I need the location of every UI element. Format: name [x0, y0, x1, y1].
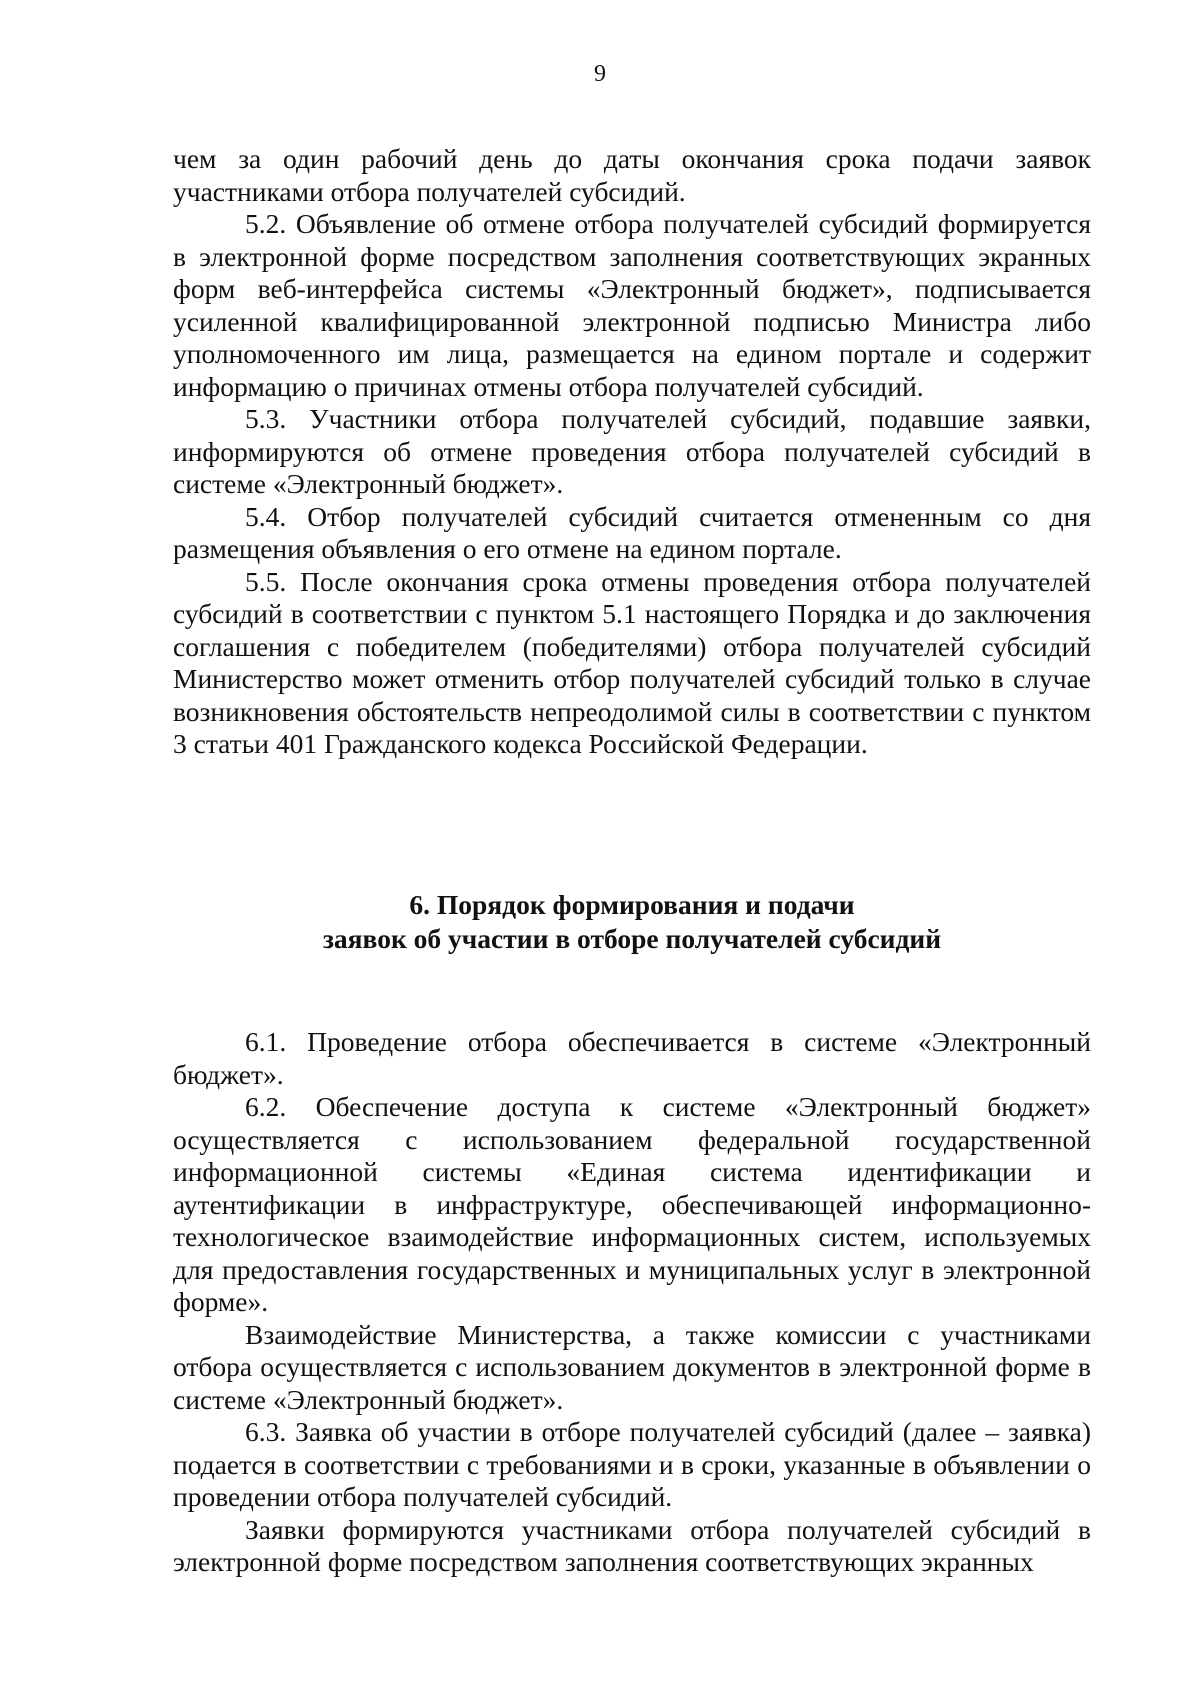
body-text-bottom	[173, 1026, 1091, 1579]
section-heading-line-2: заявок об участии в отборе получателей субсидий	[322, 923, 942, 954]
paragraph-6-1: 6.1. Проведение отбора обеспечивается в системе «Электронный бюджет».	[173, 1026, 1091, 1090]
section-heading-line-1: 6. Порядок формирования и подачи	[409, 889, 855, 920]
page-number: 9	[594, 61, 606, 87]
body-text-top	[173, 143, 1091, 761]
paragraph-5-3: 5.3. Участники отбора получателей субсидий, подавшие заявки, информируются об отмене проведения отбора получателей субсидий в системе «Электронный бюджет».	[173, 403, 1091, 499]
paragraph-6-3: 6.3. Заявка об участии в отборе получателей субсидий (далее – заявка) подается в соответствии с требованиями и в сроки, указанные в объявлении о проведении отбора получателей субсидий.	[173, 1416, 1091, 1512]
paragraph-applications: Заявки формируются участниками отбора получателей субсидий в электронной форме посредством заполнения соответствующих экранных	[173, 1513, 1091, 1577]
section-heading	[173, 888, 1091, 956]
paragraph-5-2: 5.2. Объявление об отмене отбора получателей субсидий формируется в электронной форме посредством заполнения соответствующих экранных форм веб-интерфейса системы «Электронный бюджет», подписывается усиленной квалифицированной электронной подписью Министра либо уполномоченного им лица, размещается на едином портале и содержит информацию о причинах отмены отбора получателей субсидий.	[173, 208, 1091, 402]
paragraph: чем за один рабочий день до даты окончания срока подачи заявок участниками отбора получателей субсидий.	[173, 143, 1091, 207]
paragraph-interaction: Взаимодействие Министерства, а также комиссии с участниками отбора осуществляется с использованием документов в электронной форме в системе «Электронный бюджет».	[173, 1318, 1091, 1415]
paragraph-5-4: 5.4. Отбор получателей субсидий считается отмененным со дня размещения объявления о его отмене на едином портале.	[173, 500, 1091, 564]
paragraph-6-2: 6.2. Обеспечение доступа к системе «Электронный бюджет» осуществляется с использованием федеральной государственной информационной системы «Единая система идентификации и аутентификации в инфраструктуре, обеспечивающей информационно-технологическое взаимодействие информационных систем, используемых для предоставления государственных и муниципальных услуг в электронной форме».	[173, 1091, 1091, 1317]
paragraph-5-5: 5.5. После окончания срока отмены проведения отбора получателей субсидий в соответствии с пунктом 5.1 настоящего Порядка и до заключения соглашения с победителем (победителями) отбора получателей субсидий Министерство может отменить отбор получателей субсидий только в случае возникновения обстоятельств непреодолимой силы в соответствии с пунктом 3 статьи 401 Гражданского кодекса Российской Федерации.	[173, 565, 1091, 759]
